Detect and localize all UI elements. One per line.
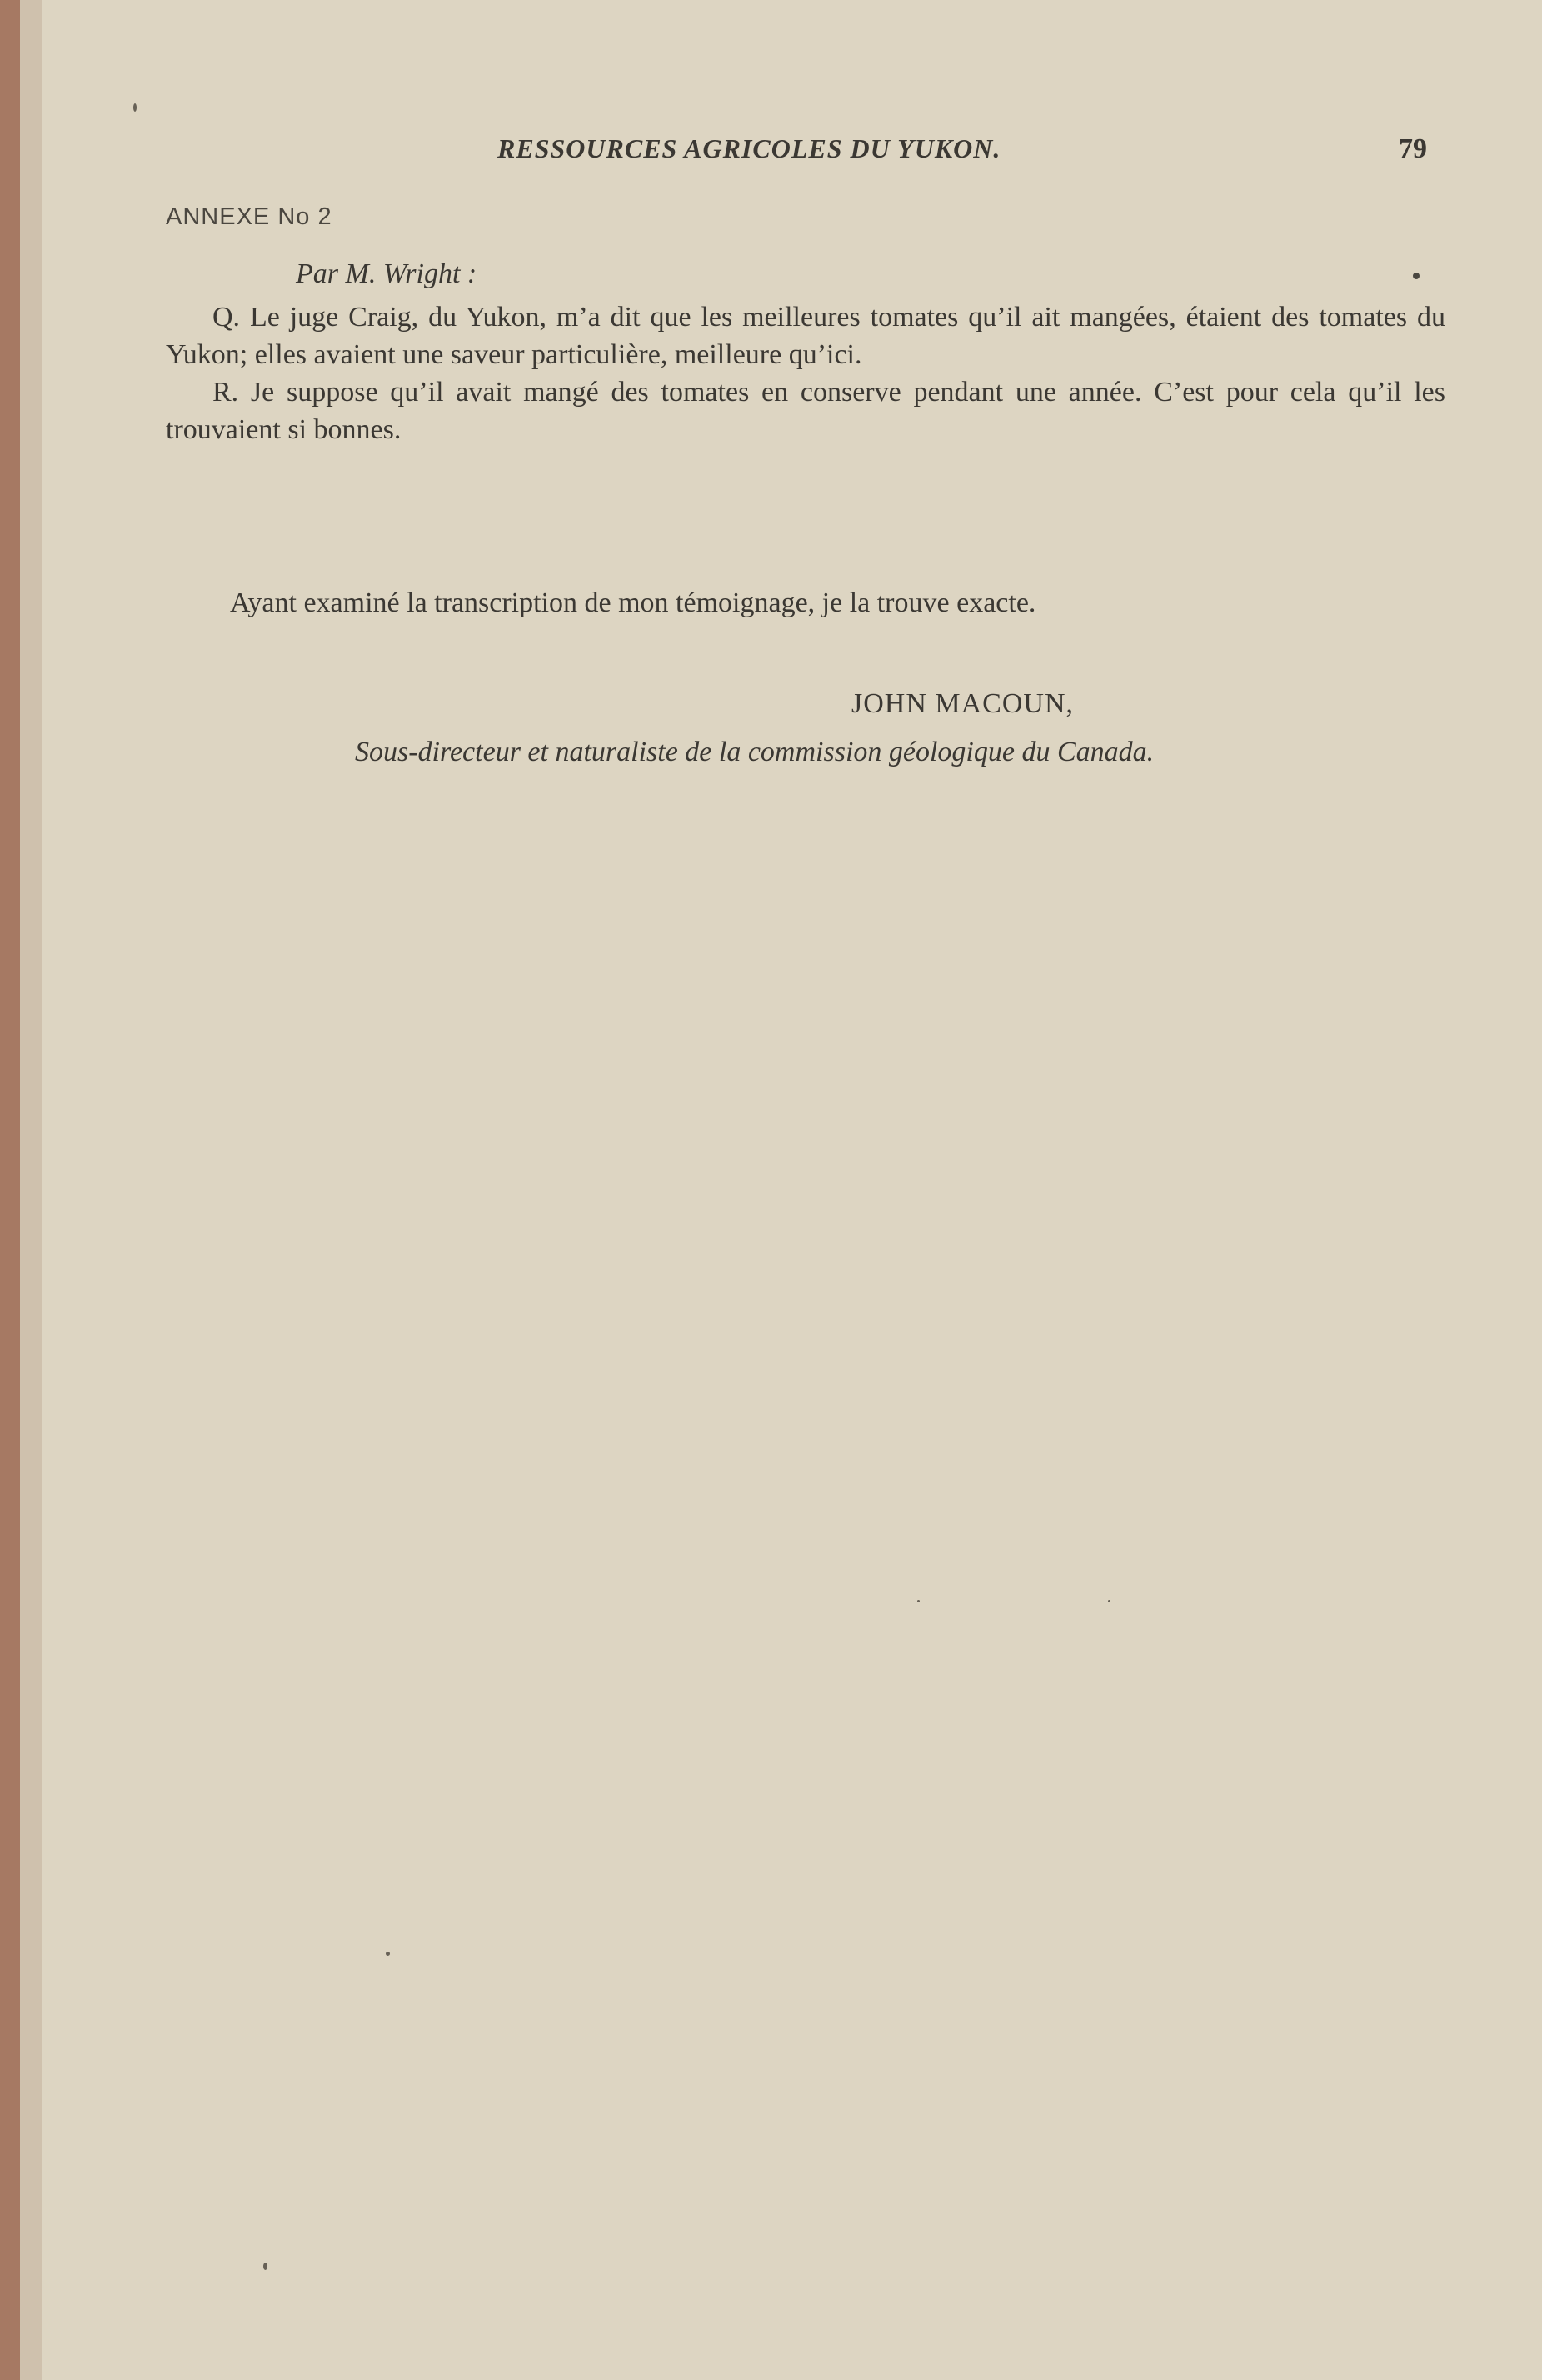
paper-speck bbox=[263, 2262, 267, 2270]
running-title: RESSOURCES AGRICOLES DU YUKON. bbox=[497, 133, 1001, 163]
question-paragraph: Q. Le juge Craig, du Yukon, m’a dit que les meilleures tomates qu’il ait mangées, étaient des tomates du Yukon; elles avaient une saveur particulière, meilleure qu’ici. bbox=[166, 302, 1445, 370]
page-gutter-shadow bbox=[20, 0, 42, 2380]
answer-paragraph: R. Je suppose qu’il avait mangé des tomates en conserve pendant une année. C’est pour cela qu’il les trouvaient si bonnes. bbox=[166, 377, 1445, 445]
paper-speck bbox=[386, 1952, 390, 1956]
binding-edge bbox=[0, 0, 20, 2380]
paper-speck bbox=[133, 103, 137, 112]
page-header bbox=[0, 133, 1542, 175]
paper-speck bbox=[917, 1600, 920, 1602]
speaker-line: Par M. Wright : bbox=[296, 258, 477, 289]
print-mark bbox=[1413, 272, 1420, 279]
annexe-label: ANNEXE No 2 bbox=[166, 203, 332, 230]
paper-speck bbox=[1108, 1600, 1110, 1602]
page-number: 79 bbox=[1399, 133, 1427, 164]
signer-title: Sous-directeur et naturaliste de la commission géologique du Canada. bbox=[355, 737, 1155, 768]
signer-name: JOHN MACOUN, bbox=[851, 688, 1075, 719]
testimony-exchange bbox=[166, 298, 1445, 448]
certification-statement: Ayant examiné la transcription de mon témoignage, je la trouve exacte. bbox=[230, 588, 1036, 618]
